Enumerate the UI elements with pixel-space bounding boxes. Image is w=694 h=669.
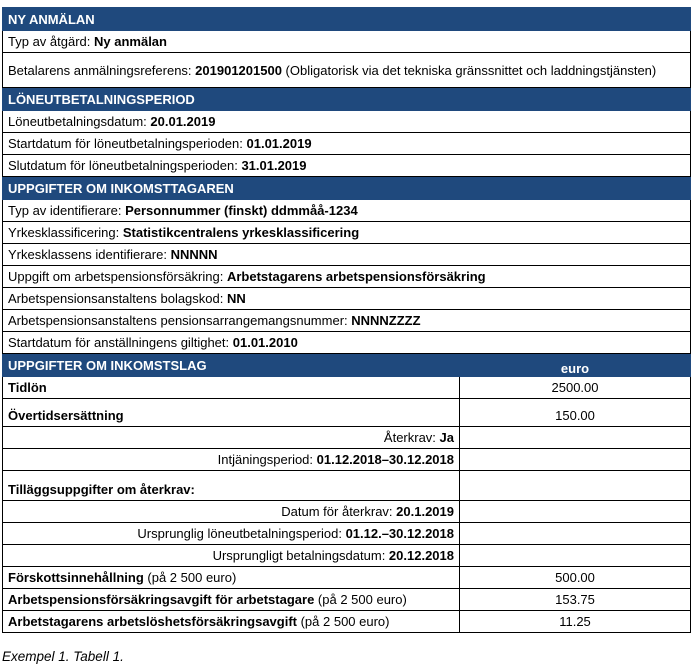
table-row bbox=[3, 332, 691, 354]
action-type-cell bbox=[3, 31, 691, 53]
field-value: Arbetstagarens arbetspensionsförsäkring bbox=[226, 269, 486, 284]
amount-cell: 500.00 bbox=[460, 567, 691, 589]
income-type-name: Övertidsersättning bbox=[8, 408, 124, 423]
field-value: 20.01.2019 bbox=[150, 114, 216, 129]
table-row bbox=[3, 523, 691, 545]
section-header-income-earner bbox=[3, 177, 691, 200]
recovery-cell bbox=[3, 427, 460, 449]
field-label: Typ av identifierare: bbox=[8, 203, 126, 218]
section-header-pay-period bbox=[3, 88, 691, 111]
field-value: 20.1.2019 bbox=[396, 504, 454, 519]
income-type-name: Tidlön bbox=[8, 380, 47, 395]
table-row bbox=[3, 501, 691, 523]
table-caption: Exempel 1. Tabell 1. bbox=[2, 649, 124, 664]
field-note: (på 2 500 euro) bbox=[314, 592, 407, 607]
field-value: NNNNZZZZ bbox=[351, 313, 421, 328]
income-type-name: Arbetstagarens arbetslöshetsförsäkringsavgift bbox=[8, 614, 297, 629]
table-row bbox=[3, 111, 691, 133]
table-row bbox=[3, 377, 691, 399]
pension-contribution-label bbox=[3, 589, 460, 611]
table-row bbox=[3, 310, 691, 332]
amount-cell: 2500.00 bbox=[460, 377, 691, 399]
field-value: NNNNN bbox=[170, 247, 218, 262]
field-value: 01.12.2018–30.12.2018 bbox=[316, 452, 454, 467]
period-start-cell bbox=[3, 133, 691, 155]
occupation-code-cell bbox=[3, 244, 691, 266]
field-value: 31.01.2019 bbox=[241, 158, 307, 173]
section-title: LÖNEUTBETALNINGSPERIOD bbox=[3, 88, 691, 111]
pension-arrangement-cell bbox=[3, 310, 691, 332]
table-row bbox=[3, 545, 691, 567]
field-label: Uppgift om arbetspensionsförsäkring: bbox=[8, 269, 227, 284]
section-header-new-report bbox=[3, 8, 691, 31]
period-end-cell bbox=[3, 155, 691, 177]
original-pay-period-cell bbox=[3, 523, 460, 545]
field-note: (på 2 500 euro) bbox=[143, 570, 237, 585]
pension-insurance-cell bbox=[3, 266, 691, 288]
field-value: Ny anmälan bbox=[94, 34, 167, 49]
pension-company-code-cell bbox=[3, 288, 691, 310]
table-row bbox=[3, 53, 691, 88]
field-value: Statistikcentralens yrkesklassificering bbox=[122, 225, 360, 240]
field-value: 01.12.–30.12.2018 bbox=[345, 526, 454, 541]
table-row bbox=[3, 567, 691, 589]
employment-start-cell bbox=[3, 332, 691, 354]
field-label: Yrkesklassificering: bbox=[8, 225, 123, 240]
field-note: (på 2 500 euro) bbox=[296, 614, 390, 629]
empty-amount-cell bbox=[460, 427, 691, 449]
recovery-date-cell bbox=[3, 501, 460, 523]
field-label: Arbetspensionsanstaltens bolagskod: bbox=[8, 291, 227, 306]
field-label: Arbetspensionsanstaltens pensionsarrangemangsnummer: bbox=[8, 313, 352, 328]
payment-date-cell bbox=[3, 111, 691, 133]
field-label: Betalarens anmälningsreferens: bbox=[8, 62, 196, 78]
section-header-income-types bbox=[3, 354, 691, 377]
example-document bbox=[2, 7, 690, 633]
table-row bbox=[3, 611, 691, 633]
field-label: Slutdatum för löneutbetalningsperioden: bbox=[8, 158, 242, 173]
field-label: Intjäningsperiod: bbox=[217, 452, 317, 467]
empty-amount-cell bbox=[460, 501, 691, 523]
table-row bbox=[3, 449, 691, 471]
recovery-additional-info-cell bbox=[3, 471, 460, 501]
field-label: Typ av åtgärd: bbox=[8, 34, 94, 49]
field-label: Tilläggsuppgifter om återkrav: bbox=[8, 482, 195, 497]
section-title: UPPGIFTER OM INKOMSTSLAG bbox=[3, 354, 460, 377]
table-row bbox=[3, 155, 691, 177]
table-row bbox=[3, 31, 691, 53]
field-value: 20.12.2018 bbox=[388, 548, 454, 563]
occupation-classification-cell bbox=[3, 222, 691, 244]
income-type-name: Förskottsinnehållning bbox=[8, 570, 144, 585]
table-row bbox=[3, 471, 691, 501]
field-label: Yrkesklassens identifierare: bbox=[8, 247, 171, 262]
field-label: Startdatum för anställningens giltighet: bbox=[8, 335, 233, 350]
withholding-label bbox=[3, 567, 460, 589]
table-row bbox=[3, 133, 691, 155]
section-title: UPPGIFTER OM INKOMSTTAGAREN bbox=[3, 177, 691, 200]
unemployment-contribution-label bbox=[3, 611, 460, 633]
amount-cell: 11.25 bbox=[460, 611, 691, 633]
original-payment-date-cell bbox=[3, 545, 460, 567]
income-type-label bbox=[3, 377, 460, 399]
field-label: Ursprunglig löneutbetalningsperiod: bbox=[137, 526, 346, 541]
income-type-label bbox=[3, 399, 460, 427]
table-row bbox=[3, 399, 691, 427]
table-row bbox=[3, 222, 691, 244]
payroll-report-table bbox=[2, 7, 691, 633]
amount-cell: 150.00 bbox=[460, 399, 691, 427]
empty-amount-cell bbox=[460, 449, 691, 471]
table-row bbox=[3, 244, 691, 266]
earning-period-cell bbox=[3, 449, 460, 471]
table-row bbox=[3, 288, 691, 310]
field-label: Ursprungligt betalningsdatum: bbox=[212, 548, 389, 563]
section-title: NY ANMÄLAN bbox=[3, 8, 691, 31]
field-value: 01.01.2019 bbox=[246, 136, 312, 151]
amount-cell: 153.75 bbox=[460, 589, 691, 611]
field-label: Löneutbetalningsdatum: bbox=[8, 114, 151, 129]
table-row bbox=[3, 589, 691, 611]
empty-amount-cell bbox=[460, 471, 691, 501]
field-value: 01.01.2010 bbox=[232, 335, 298, 350]
field-value: Ja bbox=[439, 430, 454, 445]
field-value: 201901201500 bbox=[195, 62, 282, 78]
field-label: Startdatum för löneutbetalningsperioden: bbox=[8, 136, 247, 151]
table-row bbox=[3, 266, 691, 288]
field-value: Personnummer (finskt) ddmmåå-1234 bbox=[125, 203, 358, 218]
field-note: (Obligatorisk via det tekniska gränssnittet och laddningstjänsten) bbox=[281, 62, 657, 78]
field-value: NN bbox=[226, 291, 246, 306]
income-type-name: Arbetspensionsförsäkringsavgift för arbetstagare bbox=[8, 592, 315, 607]
table-row bbox=[3, 200, 691, 222]
empty-amount-cell bbox=[460, 545, 691, 567]
empty-amount-cell bbox=[460, 523, 691, 545]
table-row bbox=[3, 427, 691, 449]
field-label: Datum för återkrav: bbox=[281, 504, 397, 519]
identifier-type-cell bbox=[3, 200, 691, 222]
currency-header: euro bbox=[460, 354, 691, 377]
payer-reference-cell bbox=[3, 53, 691, 88]
field-label: Återkrav: bbox=[383, 430, 440, 445]
